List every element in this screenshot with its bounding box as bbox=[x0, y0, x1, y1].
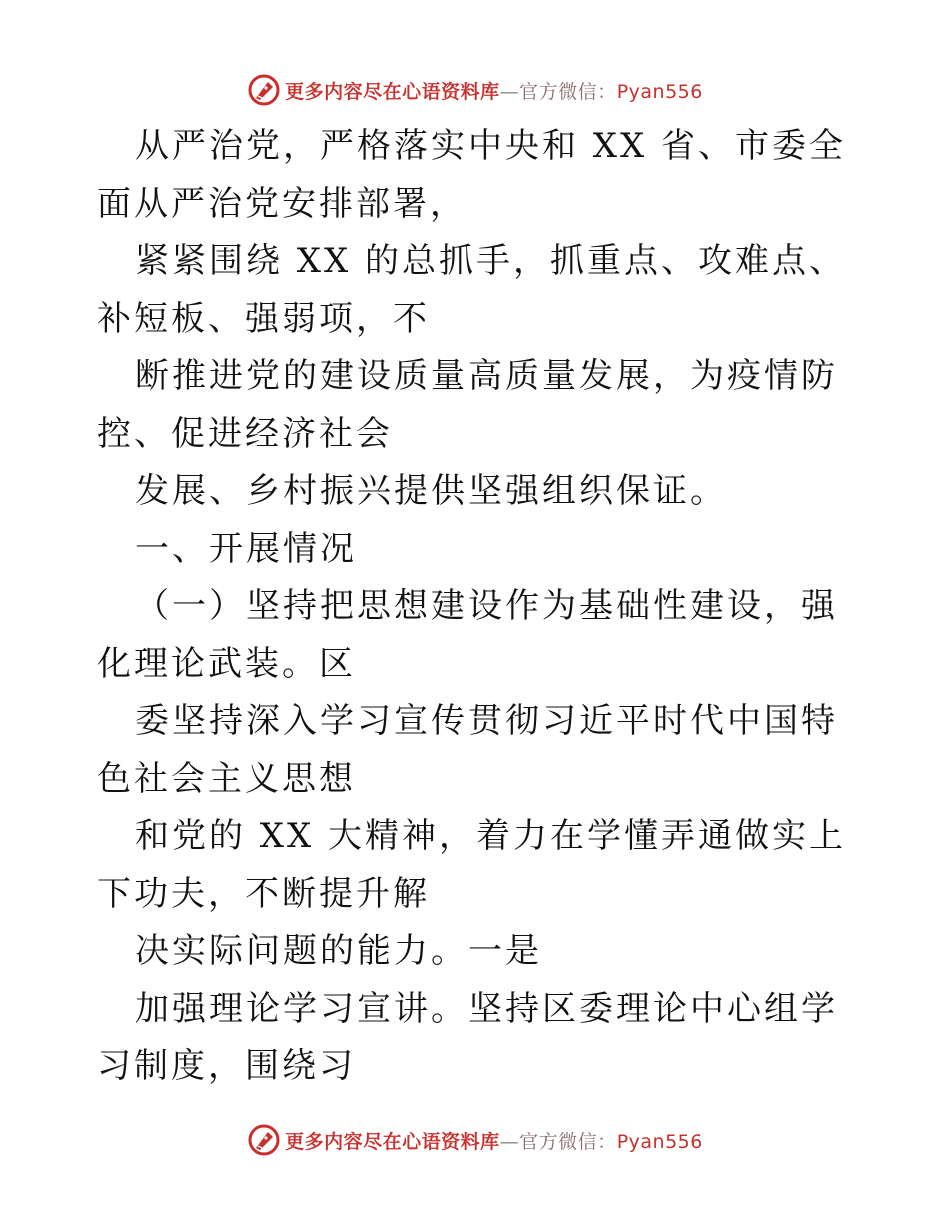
footer-separator: — bbox=[499, 1130, 520, 1153]
document-body bbox=[97, 118, 857, 1096]
section-heading: 一、开展情况 bbox=[135, 528, 357, 569]
paragraph: 决实际问题的能力。一是 bbox=[135, 931, 542, 971]
header-brand-text: 更多内容尽在心语资料库 bbox=[285, 80, 500, 103]
footer-wechat-id: Pyan556 bbox=[616, 1130, 703, 1153]
paragraph: 从严治党，严格落实中央和 XX 省、市委全面从严治党安排部署， bbox=[97, 126, 847, 224]
paragraph: 断推进党的建设质量高质量发展，为疫情防控、促进经济社会 bbox=[97, 356, 838, 454]
pen-nib-circle-icon bbox=[247, 73, 281, 107]
paragraph: 和党的 XX 大精神，着力在学懂弄通做实上下功夫，不断提升解 bbox=[97, 816, 847, 914]
paragraph: 委坚持深入学习宣传贯彻习近平时代中国特色社会主义思想 bbox=[97, 701, 838, 799]
header-banner-text bbox=[285, 77, 703, 104]
paragraph: （一）坚持把思想建设作为基础性建设，强化理论武装。区 bbox=[97, 586, 838, 684]
paragraph: 发展、乡村振兴提供坚强组织保证。 bbox=[135, 471, 727, 511]
pen-nib-circle-icon bbox=[247, 1123, 281, 1157]
paragraph: 紧紧围绕 XX 的总抓手，抓重点、攻难点、补短板、强弱项，不 bbox=[97, 241, 847, 339]
paragraph: 加强理论学习宣讲。坚持区委理论中心组学习制度，围绕习 bbox=[97, 988, 838, 1086]
footer-brand-text: 更多内容尽在心语资料库 bbox=[285, 1130, 500, 1153]
header-wechat-id: Pyan556 bbox=[616, 80, 703, 103]
header-wechat-label: 官方微信： bbox=[519, 80, 617, 103]
footer-wechat-label: 官方微信： bbox=[519, 1130, 617, 1153]
footer-banner-text bbox=[285, 1127, 703, 1154]
footer-banner bbox=[0, 1120, 950, 1160]
header-separator: — bbox=[499, 80, 520, 103]
header-banner bbox=[0, 70, 950, 110]
